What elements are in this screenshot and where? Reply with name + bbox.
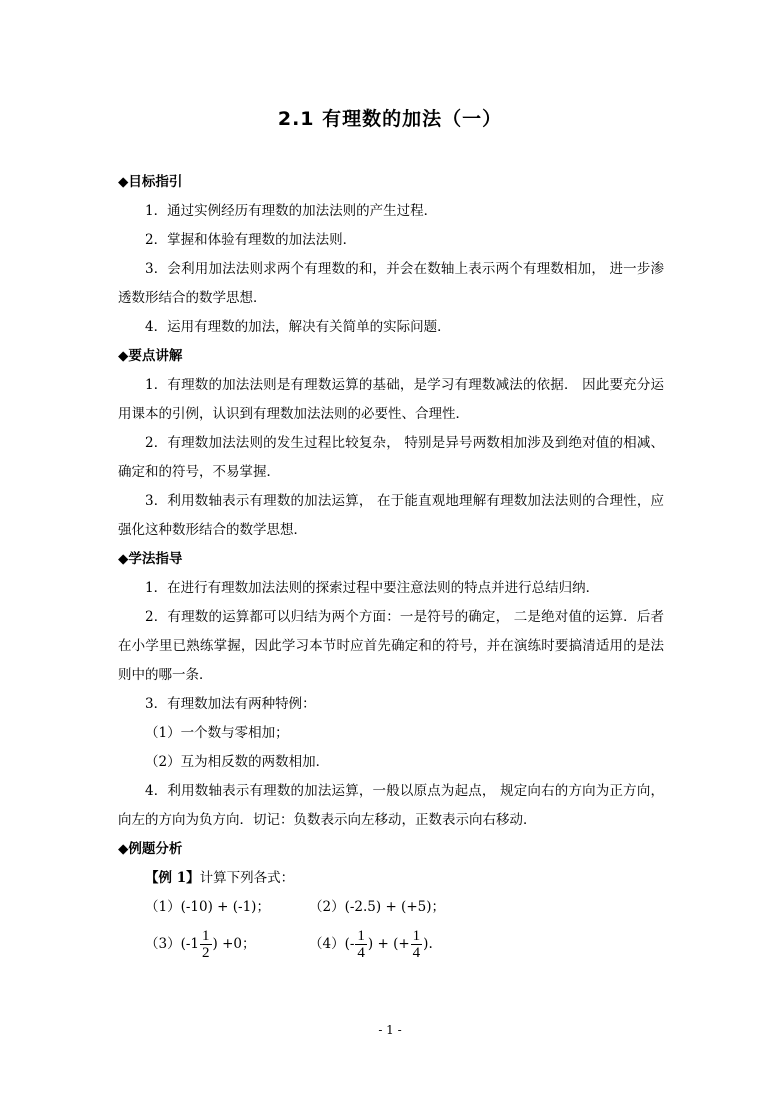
goal-item: 4．运用有理数的加法，解决有关简单的实际问题． bbox=[145, 319, 451, 335]
method-item: 3．有理数加法有两种特例： bbox=[145, 696, 316, 712]
goal-item: 3．会利用加法法则求两个有理数的和，并会在数轴上表示两个有理数相加， 进一步渗透数形结合的数学思想． bbox=[118, 261, 664, 306]
key-point-item: 1．有理数的加法法则是有理数运算的基础，是学习有理数减法的依据． 因此要充分运用课本的引例，认识到有理数加法法则的必要性、合理性． bbox=[118, 377, 664, 422]
exercise-3-suffix: ) +0； bbox=[212, 935, 256, 952]
fraction bbox=[200, 928, 212, 961]
exercise-4-suffix: ). bbox=[423, 935, 433, 952]
fraction-denominator: 4 bbox=[412, 944, 421, 961]
exercise-3-prefix: （3）(-1 bbox=[145, 935, 200, 952]
fraction-denominator: 4 bbox=[357, 944, 365, 961]
key-point-item: 2．有理数加法法则的发生过程比较复杂， 特别是异号两数相加涉及到绝对值的相减、确定和的符号，不易掌握． bbox=[118, 435, 664, 480]
document-body bbox=[118, 168, 664, 964]
exercise-4 bbox=[309, 928, 433, 961]
section-heading-examples: ◆例题分析 bbox=[118, 841, 183, 857]
exercise-3 bbox=[145, 928, 309, 961]
example-1-text: 计算下列各式： bbox=[199, 870, 295, 886]
fraction-denominator: 2 bbox=[202, 944, 210, 961]
exercise-4-prefix: （4）(- bbox=[309, 935, 355, 952]
example-1-bracket: 【例 1】 bbox=[145, 870, 200, 886]
goal-item: 2．掌握和体验有理数的加法法则． bbox=[145, 232, 357, 248]
fraction-numerator: 1 bbox=[357, 927, 365, 944]
fraction-numerator: 1 bbox=[412, 927, 421, 944]
fraction-numerator: 1 bbox=[202, 927, 210, 944]
key-point-item: 3．利用数轴表示有理数的加法运算， 在于能直观地理解有理数加法法则的合理性，应强化这种数形结合的数学思想． bbox=[118, 493, 664, 538]
goal-item: 1．通过实例经历有理数的加法法则的产生过程． bbox=[145, 203, 438, 219]
method-sub-item: （2）互为相反数的两数相加． bbox=[145, 754, 330, 770]
exercise-row-2 bbox=[118, 924, 664, 964]
method-sub-item: （1）一个数与零相加； bbox=[145, 725, 289, 741]
fraction bbox=[411, 928, 423, 961]
method-item: 1．在进行有理数加法法则的探索过程中要注意法则的特点并进行总结归纳． bbox=[145, 580, 600, 596]
exercise-row-1 bbox=[118, 893, 664, 922]
fraction bbox=[355, 928, 367, 961]
method-item: 4．利用数轴表示有理数的加法运算，一般以原点为起点， 规定向右的方向为正方向，向左的方向为负方向．切记：负数表示向左移动，正数表示向右移动． bbox=[118, 783, 664, 828]
section-heading-method: ◆学法指导 bbox=[118, 551, 183, 567]
example-1-label bbox=[118, 864, 664, 893]
exercise-4-middle: ) + (+ bbox=[367, 935, 410, 952]
method-item: 2．有理数的运算都可以归结为两个方面：一是符号的确定， 二是绝对值的运算．后者在小学里已熟练掌握，因此学习本节时应首先确定和的符号，并在演练时要搞清适用的是法则中的哪一条． bbox=[118, 609, 664, 683]
page-number: - 1 - bbox=[378, 1023, 402, 1037]
section-heading-key-points: ◆要点讲解 bbox=[118, 348, 183, 364]
exercise-1: （1）(-10) + (-1)； bbox=[145, 899, 270, 915]
section-heading-goals: ◆目标指引 bbox=[118, 174, 183, 190]
exercise-2: （2）(-2.5) + (+5)； bbox=[309, 899, 445, 915]
page-title: 2.1 有理数的加法（一） bbox=[277, 108, 503, 130]
